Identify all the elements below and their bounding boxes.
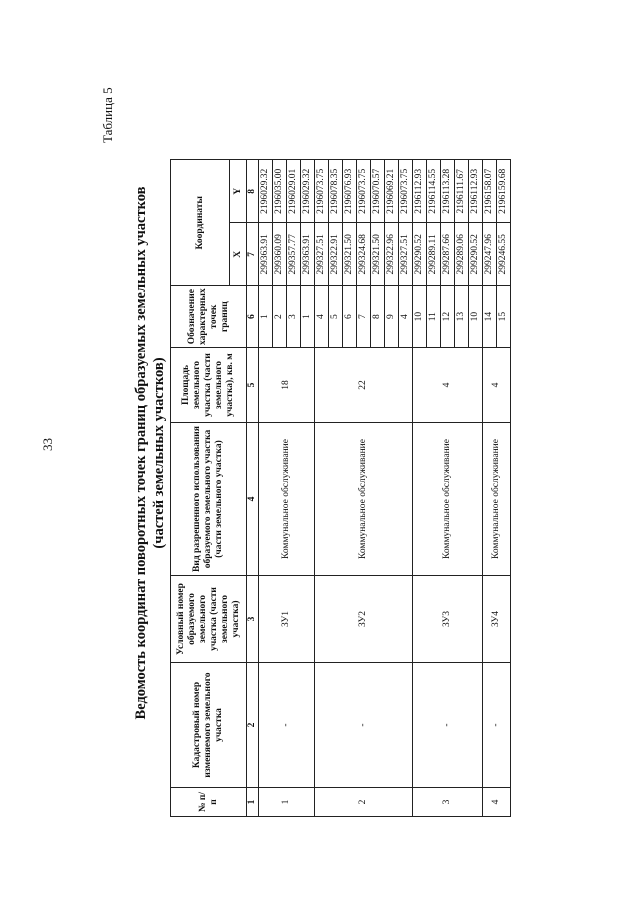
point-designation-cell: 6 <box>343 286 357 348</box>
area-cell: 18 <box>259 348 315 423</box>
point-designation-cell: 10 <box>469 286 483 348</box>
point-designation-cell: 10 <box>413 286 427 348</box>
row-number-cell: 3 <box>413 788 483 817</box>
coordinate-y-cell: 2196073.75 <box>315 160 329 223</box>
coordinate-y-cell: 2196076.93 <box>343 160 357 223</box>
column-number-cell: 4 <box>247 423 259 576</box>
permitted-use-cell: Коммунальное обслуживание <box>315 423 413 576</box>
table-row <box>483 160 497 817</box>
coordinate-y-cell: 2196069.21 <box>385 160 399 223</box>
area-cell: 22 <box>315 348 413 423</box>
permitted-use-cell: Коммунальное обслуживание <box>483 423 511 576</box>
table-body <box>259 160 511 817</box>
coordinate-x-cell: 299321.50 <box>371 223 385 286</box>
point-designation-cell: 15 <box>497 286 511 348</box>
header-cadastral: Кадастровый номер изменяемого земельного участка <box>171 663 247 788</box>
header-plot-number: Условный номер образуемого земельного участка (части земельного участка) <box>171 576 247 663</box>
table-row <box>413 160 427 817</box>
coordinate-y-cell: 2196073.75 <box>357 160 371 223</box>
point-designation-cell: 9 <box>385 286 399 348</box>
header-coordinates: Координаты <box>171 160 230 286</box>
header-y: Y <box>230 160 247 223</box>
coordinate-y-cell: 2196159.68 <box>497 160 511 223</box>
coordinates-table <box>170 159 511 817</box>
point-designation-cell: 3 <box>287 286 301 348</box>
permitted-use-cell: Коммунальное обслуживание <box>259 423 315 576</box>
column-numbers-row <box>247 160 259 817</box>
coordinate-y-cell: 2196029.32 <box>259 160 273 223</box>
column-number-cell: 6 <box>247 286 259 348</box>
point-designation-cell: 11 <box>427 286 441 348</box>
coordinate-y-cell: 2196029.01 <box>287 160 301 223</box>
permitted-use-cell: Коммунальное обслуживание <box>413 423 483 576</box>
row-number-cell: 1 <box>259 788 315 817</box>
coordinate-x-cell: 299327.51 <box>399 223 413 286</box>
coordinate-x-cell: 299357.77 <box>287 223 301 286</box>
cadastral-number-cell: - <box>483 663 511 788</box>
point-designation-cell: 12 <box>441 286 455 348</box>
coordinate-y-cell: 2196078.35 <box>329 160 343 223</box>
coordinate-x-cell: 299290.52 <box>469 223 483 286</box>
point-designation-cell: 8 <box>371 286 385 348</box>
coordinate-x-cell: 299363.91 <box>301 223 315 286</box>
coordinate-y-cell: 2196112.93 <box>413 160 427 223</box>
coordinate-y-cell: 2196114.55 <box>427 160 441 223</box>
page-number: 33 <box>40 438 55 451</box>
column-number-cell: 1 <box>247 788 259 817</box>
coordinate-y-cell: 2196111.67 <box>455 160 469 223</box>
plot-number-cell: ЗУ1 <box>259 576 315 663</box>
point-designation-cell: 7 <box>357 286 371 348</box>
row-number-cell: 2 <box>315 788 413 817</box>
coordinate-y-cell: 2196113.28 <box>441 160 455 223</box>
cadastral-number-cell: - <box>315 663 413 788</box>
table-row <box>315 160 329 817</box>
coordinate-x-cell: 299289.06 <box>455 223 469 286</box>
table-label: Таблица 5 <box>100 87 115 143</box>
cadastral-number-cell: - <box>259 663 315 788</box>
coordinate-x-cell: 299360.09 <box>273 223 287 286</box>
coordinate-x-cell: 299287.66 <box>441 223 455 286</box>
coordinate-y-cell: 2196073.75 <box>399 160 413 223</box>
point-designation-cell: 4 <box>315 286 329 348</box>
header-num: № п/п <box>171 788 247 817</box>
coordinate-y-cell: 2196070.57 <box>371 160 385 223</box>
column-number-cell: 5 <box>247 348 259 423</box>
point-designation-cell: 13 <box>455 286 469 348</box>
area-cell: 4 <box>413 348 483 423</box>
coordinate-x-cell: 299247.96 <box>483 223 497 286</box>
point-designation-cell: 2 <box>273 286 287 348</box>
plot-number-cell: ЗУ2 <box>315 576 413 663</box>
title-line-1: Ведомость координат поворотных точек границ образуемых земельных участков <box>133 186 149 720</box>
column-number-cell: 2 <box>247 663 259 788</box>
coordinate-x-cell: 299289.11 <box>427 223 441 286</box>
document-title <box>132 43 168 863</box>
column-number-cell: 8 <box>247 160 259 223</box>
header-x: X <box>230 223 247 286</box>
cadastral-number-cell: - <box>413 663 483 788</box>
coordinate-x-cell: 299290.52 <box>413 223 427 286</box>
title-line-2: (частей земельных участков) <box>151 357 167 549</box>
point-designation-cell: 5 <box>329 286 343 348</box>
coordinate-y-cell: 2196029.32 <box>301 160 315 223</box>
area-cell: 4 <box>483 348 511 423</box>
coordinate-x-cell: 299324.68 <box>357 223 371 286</box>
point-designation-cell: 1 <box>301 286 315 348</box>
coordinate-x-cell: 299246.55 <box>497 223 511 286</box>
header-point-designation: Обозначение характерных точек границ <box>171 286 247 348</box>
point-designation-cell: 1 <box>259 286 273 348</box>
point-designation-cell: 14 <box>483 286 497 348</box>
column-number-cell: 7 <box>247 223 259 286</box>
plot-number-cell: ЗУ4 <box>483 576 511 663</box>
header-permitted-use: Вид разрешенного использования образуемого земельного участка (части земельного участка) <box>171 423 247 576</box>
coordinate-x-cell: 299327.51 <box>315 223 329 286</box>
row-number-cell: 4 <box>483 788 511 817</box>
coordinate-y-cell: 2196112.93 <box>469 160 483 223</box>
coordinate-x-cell: 299322.96 <box>385 223 399 286</box>
coordinate-x-cell: 299322.91 <box>329 223 343 286</box>
table-row <box>259 160 273 817</box>
coordinate-x-cell: 299321.50 <box>343 223 357 286</box>
coordinate-x-cell: 299363.91 <box>259 223 273 286</box>
header-area: Площадь земельного участка (части земельного участка), кв. м <box>171 348 247 423</box>
coordinate-y-cell: 2196035.00 <box>273 160 287 223</box>
point-designation-cell: 4 <box>399 286 413 348</box>
plot-number-cell: ЗУ3 <box>413 576 483 663</box>
coordinate-y-cell: 2196158.07 <box>483 160 497 223</box>
column-number-cell: 3 <box>247 576 259 663</box>
